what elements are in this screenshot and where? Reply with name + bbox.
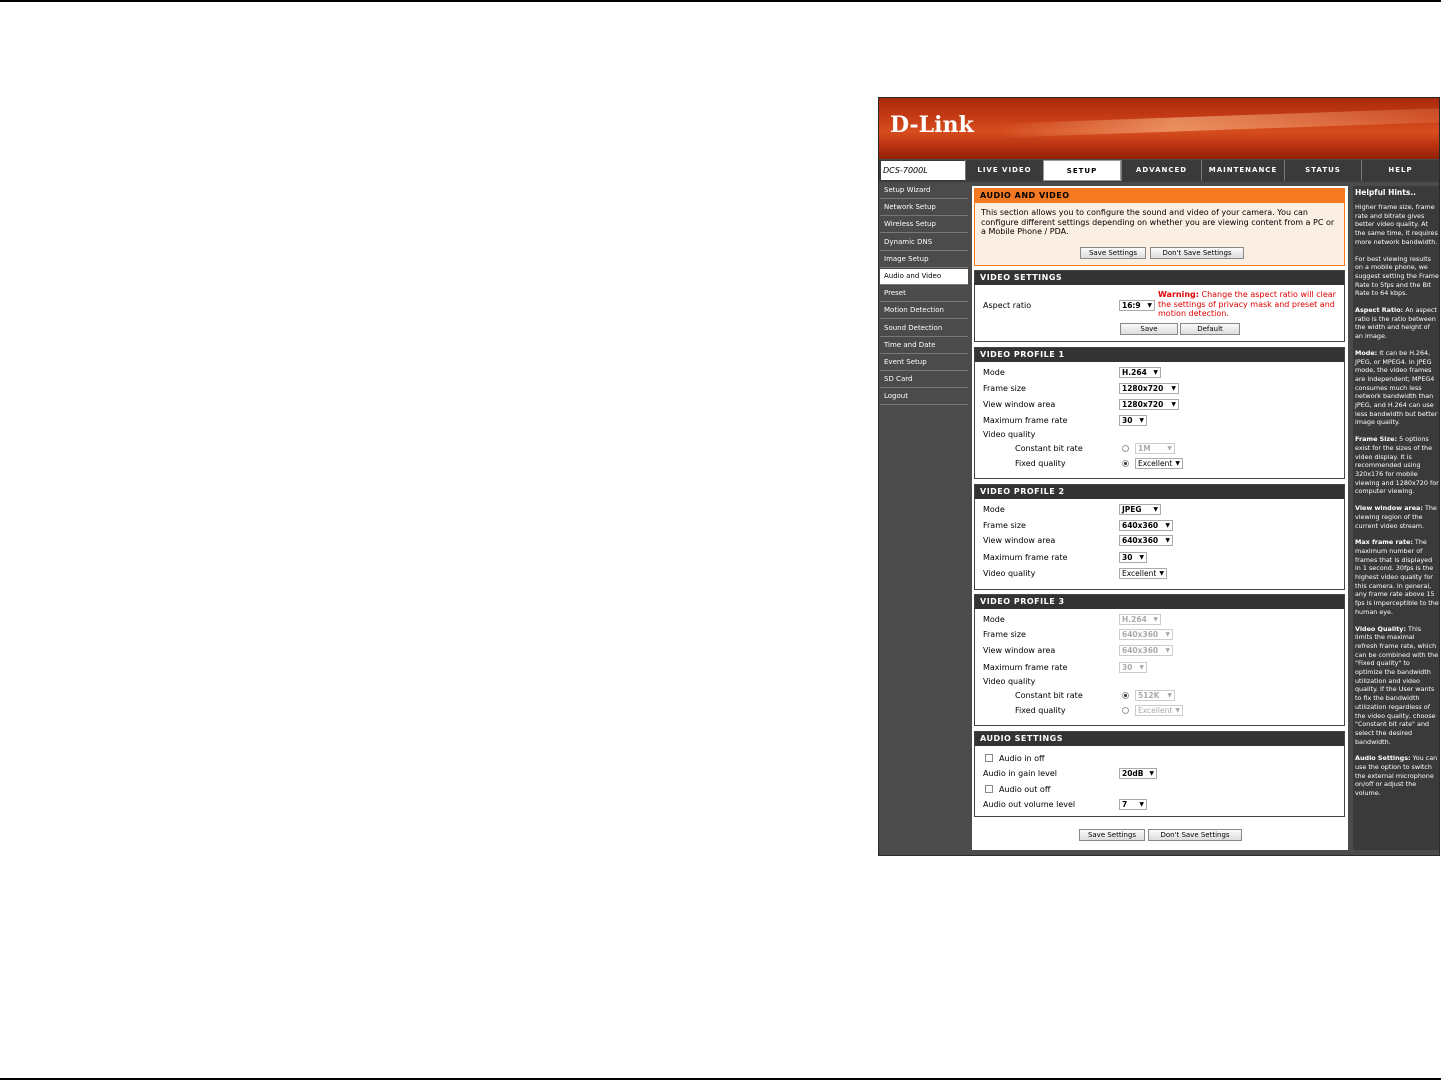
- brand-banner: [879, 98, 1439, 159]
- audio-settings-section: [974, 731, 1345, 817]
- audio-gain-value: 20dB: [1122, 769, 1144, 778]
- help-hint-aspect: [1355, 306, 1439, 341]
- p3-rate-value: 30: [1122, 663, 1133, 672]
- chevron-down-icon: ▼: [1165, 522, 1170, 529]
- sidebar-item-sd-card[interactable]: SD Card: [880, 372, 968, 388]
- p1-cbr-select[interactable]: [1135, 443, 1175, 454]
- chevron-down-icon: ▼: [1171, 385, 1176, 392]
- p3-fixed-radio[interactable]: [1122, 707, 1129, 714]
- warning-label: Warning:: [1158, 290, 1199, 299]
- p1-fixed-select[interactable]: [1135, 458, 1183, 469]
- help-hint-quality-title: Video Quality:: [1355, 624, 1407, 633]
- p2-view-select[interactable]: [1119, 535, 1173, 546]
- p3-view-value: 640x360: [1122, 646, 1159, 655]
- intro-text: This section allows you to configure the sound and video of your camera. You can configure different settings depending on whether you are viewing content from a PC or a Mobile Phone / PDA.: [981, 208, 1335, 236]
- tab-setup[interactable]: SETUP: [1043, 160, 1121, 181]
- sidebar: [880, 183, 968, 406]
- help-hint-mode: [1355, 349, 1439, 427]
- help-hint-rate-title: Max frame rate:: [1355, 538, 1413, 547]
- p2-rate-label: Maximum frame rate: [983, 553, 1068, 562]
- p1-frame-label: Frame size: [983, 384, 1026, 393]
- p3-fixed-select[interactable]: [1135, 705, 1183, 716]
- p3-cbr-value: 512K: [1138, 691, 1160, 700]
- chevron-down-icon: ▼: [1153, 506, 1158, 513]
- help-hint-view-title: View window area:: [1355, 504, 1423, 513]
- help-hint-view-text: The viewing region of the current video stream.: [1355, 504, 1437, 530]
- help-hint-quality-text: This limits the maximal refresh frame rate, which can be combined with the "Fixed quality" to optimize the bandwidth utilization and video quality. If the User wants to fix the bandwidth utilization regardless of the video quality, choose "Constant bit rate" and select the desired bandwidth.: [1355, 624, 1439, 746]
- tab-live-video[interactable]: LIVE VIDEO: [965, 160, 1043, 181]
- chevron-down-icon: ▼: [1139, 801, 1144, 808]
- chevron-down-icon: ▼: [1175, 460, 1180, 467]
- help-hint-rate-text: The maximum number of frames that is displayed in 1 second. 30fps is the highest video quality for this camera. In general, any frame rate above 15 fps is imperceptible to the human eye.: [1355, 538, 1439, 616]
- p2-mode-select[interactable]: [1119, 504, 1161, 515]
- video-profile-1-title: VIDEO PROFILE 1: [975, 348, 1344, 362]
- p3-view-label: View window area: [983, 646, 1056, 655]
- footer-save-settings-button[interactable]: Save Settings: [1079, 829, 1145, 841]
- video-profile-2-title: VIDEO PROFILE 2: [975, 485, 1344, 499]
- p3-fixed-value: Excellent: [1138, 706, 1173, 715]
- p2-rate-select[interactable]: [1119, 552, 1147, 563]
- p1-cbr-value: 1M: [1138, 444, 1151, 453]
- dlink-logo: D-Link: [890, 112, 974, 138]
- p3-rate-label: Maximum frame rate: [983, 663, 1068, 672]
- chevron-down-icon: ▼: [1139, 554, 1144, 561]
- camera-web-ui: [878, 97, 1440, 856]
- p1-rate-select[interactable]: [1119, 415, 1147, 426]
- video-profile-2-section: [974, 484, 1345, 590]
- p2-rate-value: 30: [1122, 553, 1133, 562]
- aspect-ratio-label: Aspect ratio: [983, 301, 1032, 310]
- intro-section: [974, 188, 1345, 266]
- video-profile-3-title: VIDEO PROFILE 3: [975, 595, 1344, 609]
- p3-frame-value: 640x360: [1122, 630, 1159, 639]
- p1-mode-label: Mode: [983, 368, 1005, 377]
- audio-gain-select[interactable]: [1119, 768, 1157, 779]
- help-hint-audio-text: You can use the option to switch the external microphone on/off or adjust the volume.: [1355, 754, 1438, 798]
- sidebar-item-event-setup[interactable]: Event Setup: [880, 355, 968, 371]
- audio-volume-label: Audio out volume level: [983, 800, 1076, 809]
- intro-title: AUDIO AND VIDEO: [975, 189, 1344, 203]
- chevron-down-icon: ▼: [1147, 302, 1152, 309]
- chevron-down-icon: ▼: [1159, 570, 1164, 577]
- sidebar-item-setup-wizard[interactable]: Setup Wizard: [880, 183, 968, 199]
- help-hint-aspect-title: Aspect Ratio:: [1355, 306, 1404, 315]
- chevron-down-icon: ▼: [1165, 647, 1170, 654]
- chevron-down-icon: ▼: [1139, 664, 1144, 671]
- sidebar-item-logout[interactable]: Logout: [880, 389, 968, 405]
- p1-cbr-label: Constant bit rate: [1015, 444, 1083, 453]
- help-title: Helpful Hints..: [1355, 188, 1417, 197]
- p2-view-value: 640x360: [1122, 536, 1159, 545]
- p2-mode-label: Mode: [983, 505, 1005, 514]
- p3-cbr-label: Constant bit rate: [1015, 691, 1083, 700]
- sidebar-item-preset[interactable]: Preset: [880, 286, 968, 302]
- p2-frame-value: 640x360: [1122, 521, 1159, 530]
- p3-mode-value: H.264: [1122, 615, 1147, 624]
- audio-volume-select[interactable]: [1119, 799, 1147, 810]
- p1-mode-value: H.264: [1122, 368, 1147, 377]
- help-hint-audio-title: Audio Settings:: [1355, 754, 1411, 763]
- p1-quality-label: Video quality: [983, 430, 1036, 439]
- p2-quality-value: Excellent: [1122, 569, 1157, 578]
- aspect-ratio-select[interactable]: [1119, 300, 1155, 311]
- help-hint-frame: [1355, 435, 1439, 496]
- help-hint-aspect-text: An aspect ratio is the ratio between the width and height of an image.: [1355, 306, 1437, 341]
- warning-text: Change the aspect ratio will clear the settings of privacy mask and preset and motion detection.: [1158, 290, 1336, 318]
- p1-cbr-radio[interactable]: [1122, 445, 1129, 452]
- chevron-down-icon: ▼: [1167, 445, 1172, 452]
- sidebar-item-wireless-setup[interactable]: Wireless Setup: [880, 217, 968, 233]
- p3-mode-select[interactable]: [1119, 614, 1161, 625]
- help-hint-mode-text: It can be H.264, JPEG, or MPEG4. In JPEG mode, the video frames are independent; MPEG4 consumes much less network bandwidth than JPEG, and H.264 can use less bandwidth but better image quality.: [1355, 348, 1438, 427]
- chevron-down-icon: ▼: [1139, 417, 1144, 424]
- help-hint-frame-text: 5 options exist for the sizes of the video display. It is recommended using 320x176 for mobile viewing and 1280x720 for computer viewing.: [1355, 435, 1439, 496]
- tab-status[interactable]: STATUS: [1284, 160, 1361, 181]
- audio-volume-value: 7: [1122, 800, 1128, 809]
- help-hint-1: Higher frame size, frame rate and bitrate gives better video quality. At the same time, it requires more network bandwidth.: [1355, 203, 1438, 246]
- sidebar-item-image-setup[interactable]: Image Setup: [880, 252, 968, 268]
- p3-cbr-radio[interactable]: [1122, 692, 1129, 699]
- audio-settings-title: AUDIO SETTINGS: [975, 732, 1344, 746]
- sidebar-item-time-and-date[interactable]: Time and Date: [880, 338, 968, 354]
- p3-frame-select[interactable]: [1119, 629, 1173, 640]
- audio-out-off-checkbox[interactable]: [985, 785, 993, 793]
- help-hint-mode-title: Mode:: [1355, 348, 1378, 357]
- sidebar-item-motion-detection[interactable]: Motion Detection: [880, 303, 968, 319]
- p1-mode-select[interactable]: [1119, 367, 1161, 378]
- help-panel: [1353, 186, 1439, 850]
- p1-fixed-label: Fixed quality: [1015, 459, 1066, 468]
- bottom-rule: [0, 1078, 1441, 1080]
- main-content: [972, 186, 1348, 850]
- p2-mode-value: JPEG: [1122, 505, 1142, 514]
- p2-quality-label: Video quality: [983, 569, 1036, 578]
- p3-frame-label: Frame size: [983, 630, 1026, 639]
- tab-advanced[interactable]: ADVANCED: [1121, 160, 1201, 181]
- dont-save-settings-button[interactable]: Don't Save Settings: [1150, 247, 1244, 259]
- aspect-default-button[interactable]: Default: [1180, 323, 1240, 335]
- model-separator: //: [946, 160, 958, 179]
- p1-view-label: View window area: [983, 400, 1056, 409]
- chevron-down-icon: ▼: [1165, 631, 1170, 638]
- p1-view-value: 1280x720: [1122, 400, 1164, 409]
- p3-quality-label: Video quality: [983, 677, 1036, 686]
- p3-view-select[interactable]: [1119, 645, 1173, 656]
- p2-quality-select[interactable]: [1119, 568, 1167, 579]
- video-settings-section: [974, 270, 1345, 342]
- p1-view-select[interactable]: [1119, 399, 1179, 410]
- audio-out-off-label: Audio out off: [999, 785, 1051, 794]
- sidebar-item-sound-detection[interactable]: Sound Detection: [880, 321, 968, 337]
- aspect-ratio-value: 16:9: [1122, 301, 1141, 310]
- p1-rate-label: Maximum frame rate: [983, 416, 1068, 425]
- audio-in-off-label: Audio in off: [999, 754, 1045, 763]
- chevron-down-icon: ▼: [1153, 616, 1158, 623]
- p3-mode-label: Mode: [983, 615, 1005, 624]
- p2-view-label: View window area: [983, 536, 1056, 545]
- chevron-down-icon: ▼: [1149, 770, 1154, 777]
- tab-help[interactable]: HELP: [1361, 160, 1439, 181]
- video-profile-1-section: [974, 347, 1345, 479]
- help-hint-quality: [1355, 625, 1439, 747]
- chevron-down-icon: ▼: [1165, 537, 1170, 544]
- p1-fixed-radio[interactable]: [1122, 460, 1129, 467]
- save-settings-button[interactable]: Save Settings: [1080, 247, 1146, 259]
- p1-fixed-value: Excellent: [1138, 459, 1173, 468]
- help-hint-audio: [1355, 754, 1439, 798]
- p1-frame-value: 1280x720: [1122, 384, 1164, 393]
- chevron-down-icon: ▼: [1167, 692, 1172, 699]
- chevron-down-icon: ▼: [1175, 707, 1180, 714]
- p1-frame-select[interactable]: [1119, 383, 1179, 394]
- sidebar-item-audio-and-video[interactable]: Audio and Video: [880, 269, 968, 285]
- sidebar-item-dynamic-dns[interactable]: Dynamic DNS: [880, 235, 968, 251]
- p2-frame-label: Frame size: [983, 521, 1026, 530]
- model-label: DCS-7000L: [881, 161, 965, 180]
- help-hint-2: For best viewing results on a mobile phone, we suggest setting the Frame Rate to 5fps and the Bit Rate to 64 kbps.: [1355, 254, 1439, 298]
- help-hint-frame-title: Frame Size:: [1355, 435, 1398, 444]
- audio-in-off-checkbox[interactable]: [985, 754, 993, 762]
- p3-cbr-select[interactable]: [1135, 690, 1175, 701]
- p3-rate-select[interactable]: [1119, 662, 1147, 673]
- aspect-save-button[interactable]: Save: [1120, 323, 1178, 335]
- p1-rate-value: 30: [1122, 416, 1133, 425]
- chevron-down-icon: ▼: [1153, 369, 1158, 376]
- footer-dont-save-settings-button[interactable]: Don't Save Settings: [1148, 829, 1242, 841]
- sidebar-item-network-setup[interactable]: Network Setup: [880, 200, 968, 216]
- p3-fixed-label: Fixed quality: [1015, 706, 1066, 715]
- aspect-warning: [1158, 290, 1336, 319]
- video-profile-3-section: [974, 594, 1345, 726]
- top-rule: [0, 0, 1441, 2]
- help-hint-view: [1355, 504, 1439, 530]
- chevron-down-icon: ▼: [1171, 401, 1176, 408]
- p2-frame-select[interactable]: [1119, 520, 1173, 531]
- video-settings-title: VIDEO SETTINGS: [975, 271, 1344, 285]
- audio-gain-label: Audio in gain level: [983, 769, 1057, 778]
- top-nav: [879, 160, 1439, 182]
- tab-maintenance[interactable]: MAINTENANCE: [1201, 160, 1284, 181]
- help-hint-rate: [1355, 538, 1439, 616]
